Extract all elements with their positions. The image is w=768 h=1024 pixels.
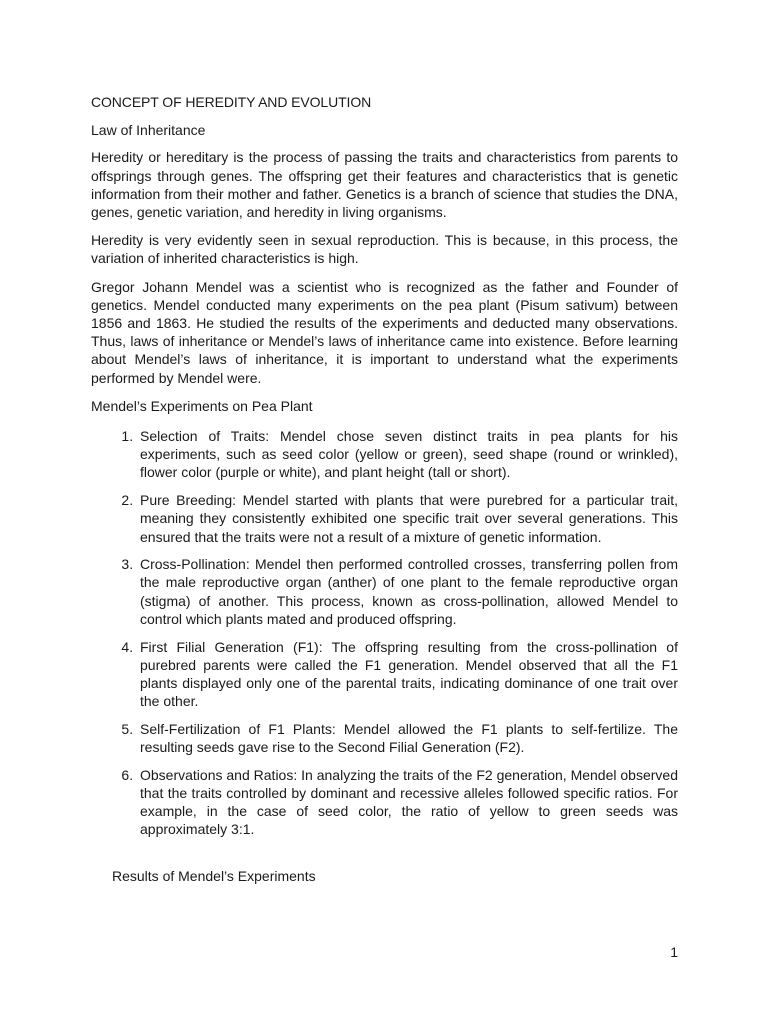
section-heading-law-of-inheritance: Law of Inheritance xyxy=(91,122,206,139)
paragraph-gregor-mendel: Gregor Johann Mendel was a scientist who is recognized as the father and Founder of genetics. Mendel conducted many experiments on the pea plant (Pisum sativum) between 1856 and 1863. He studied the results of the experiments and deducted many observations. Thus, laws of inheritance or Mendel’s laws of inheritance came into existence. Before learning about Mendel’s laws of inheritance, it is important to understand what the experiments performed by Mendel were. xyxy=(91,278,678,386)
list-item-first-filial-generation: 4. First Filial Generation (F1): The offspring resulting from the cross-pollination of purebred parents were called the F1 generation. Mendel observed that all the F1 plants displayed only one of the parental traits, indicating dominance of one trait over the other. xyxy=(137,638,678,711)
page-number: 1 xyxy=(670,944,678,960)
list-item-observations-and-ratios: 6. Observations and Ratios: In analyzing the traits of the F2 generation, Mendel observed that the traits controlled by dominant and recessive alleles followed specific ratios. For example, in the case of seed color, the ratio of yellow to green seeds was approximately 3:1. xyxy=(137,766,678,839)
list-item-self-fertilization: 5. Self-Fertilization of F1 Plants: Mendel allowed the F1 plants to self-fertilize. The resulting seeds gave rise to the Second Filial Generation (F2). xyxy=(137,720,678,756)
section-heading-mendel-experiments: Mendel’s Experiments on Pea Plant xyxy=(91,397,313,414)
document-title: CONCEPT OF HEREDITY AND EVOLUTION xyxy=(91,94,372,110)
section-heading-results: Results of Mendel’s Experiments xyxy=(112,867,316,884)
list-item-cross-pollination: 3. Cross-Pollination: Mendel then performed controlled crosses, transferring pollen from the male reproductive organ (anther) of one plant to the female reproductive organ (stigma) of another. This process, known as cross-pollination, allowed Mendel to control which plants mated and produced offspring. xyxy=(137,555,678,628)
list-item-selection-of-traits: 1. Selection of Traits: Mendel chose seven distinct traits in pea plants for his experiments, such as seed color (yellow or green), seed shape (round or wrinkled), flower color (purple or white), and plant height (tall or short). xyxy=(137,427,678,482)
document-body xyxy=(91,93,678,885)
experiments-list xyxy=(91,427,678,839)
paragraph-sexual-reproduction: Heredity is very evidently seen in sexual reproduction. This is because, in this process, the variation of inherited characteristics is high. xyxy=(91,232,678,267)
list-item-pure-breeding: 2. Pure Breeding: Mendel started with plants that were purebred for a particular trait, meaning they consistently exhibited one specific trait over several generations. This ensured that the traits were not a result of a mixture of genetic information. xyxy=(137,491,678,546)
paragraph-heredity-definition: Heredity or hereditary is the process of passing the traits and characteristics from parents to offsprings through genes. The offspring get their features and characteristics that is genetic information from their mother and father. Genetics is a branch of science that studies the DNA, genes, genetic variation, and heredity in living organisms. xyxy=(91,149,678,221)
